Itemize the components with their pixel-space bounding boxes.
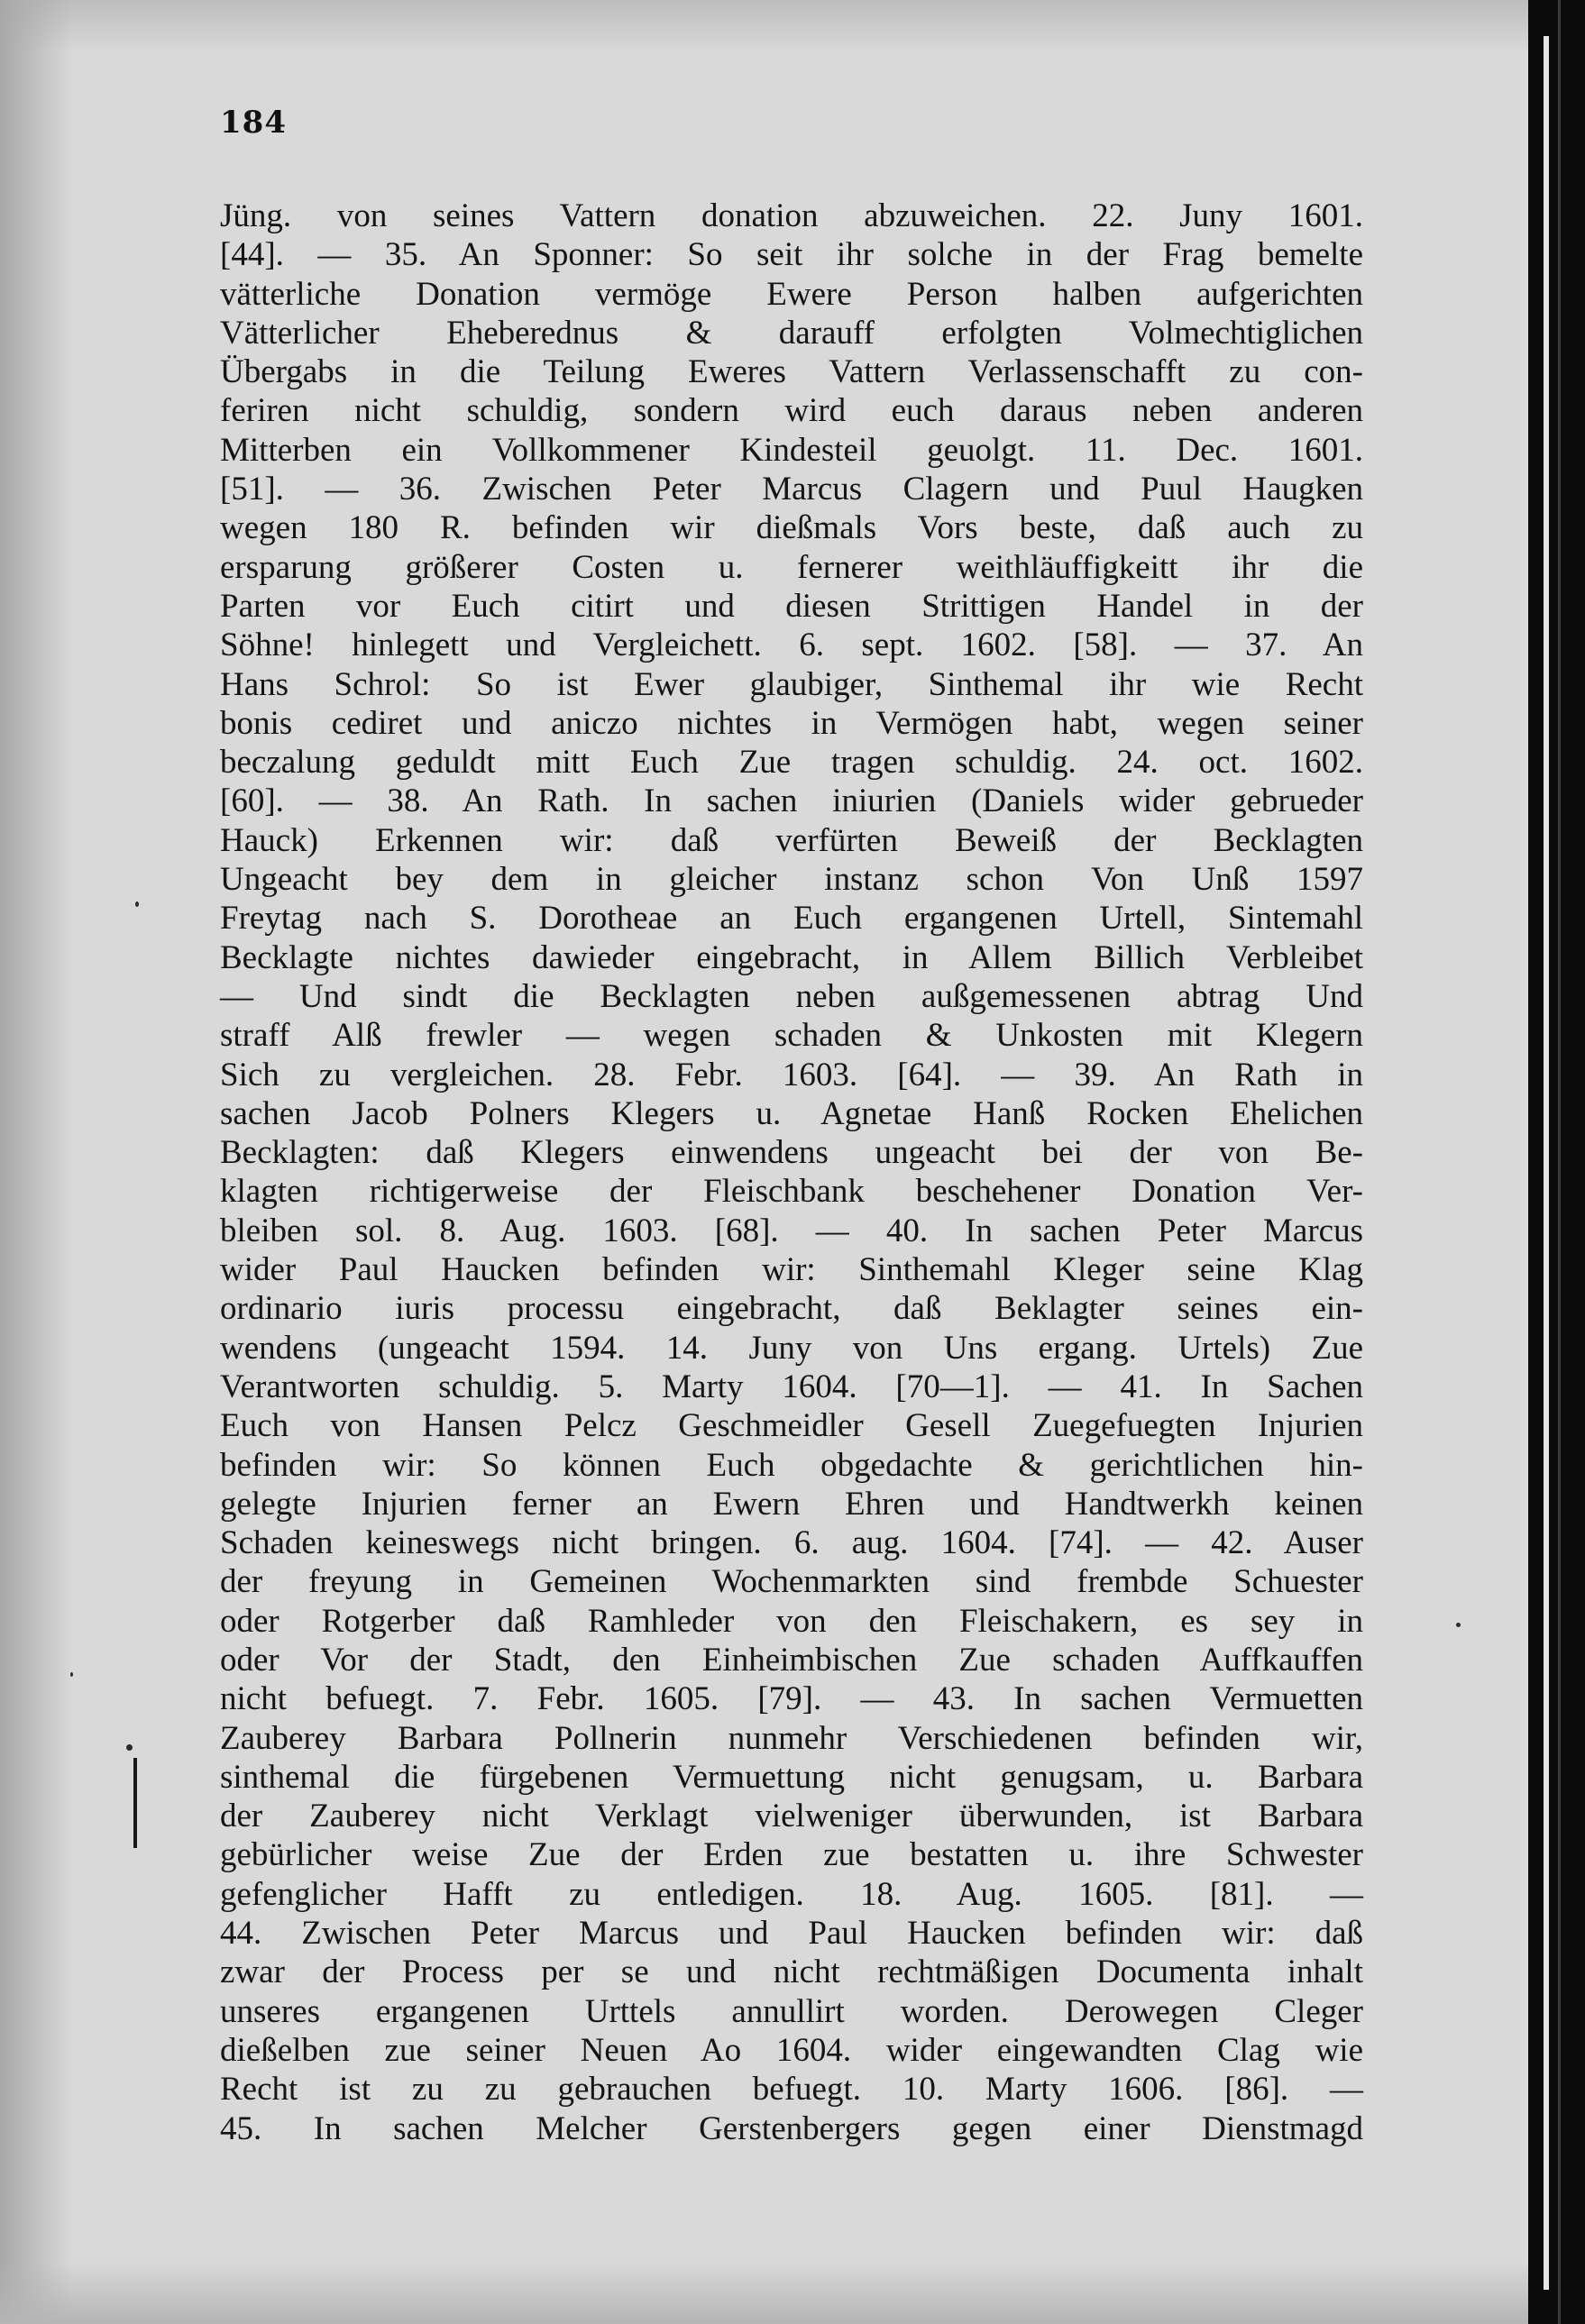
text-line: [44]. — 35. An Sponner: So seit ihr solche in der Frag bemelte: [220, 236, 1363, 274]
text-line: Mitterben ein Vollkommener Kindesteil geuolgt. 11. Dec. 1601.: [220, 431, 1363, 469]
page-number: 184: [220, 105, 287, 141]
speck: [126, 1744, 133, 1751]
text-line: zwar der Process per se und nicht rechtmäßigen Documenta inhalt: [220, 1953, 1363, 1991]
page-shadow-left: [0, 0, 72, 2324]
text-line: Schaden keineswegs nicht bringen. 6. aug. 1604. [74]. — 42. Auser: [220, 1524, 1363, 1562]
text-line: befinden wir: So können Euch obgedachte & gerichtlichen hin-: [220, 1446, 1363, 1484]
text-line: nicht befuegt. 7. Febr. 1605. [79]. — 43. In sachen Vermuetten: [220, 1680, 1363, 1718]
text-line: Becklagte nichtes dawieder eingebracht, in Allem Billich Verbleibet: [220, 938, 1363, 976]
text-line: Zauberey Barbara Pollnerin nunmehr Verschiedenen befinden wir,: [220, 1719, 1363, 1757]
page-shadow-bottom: [0, 2261, 1585, 2324]
text-line: 45. In sachen Melcher Gerstenbergers gegen einer Dienstmagd: [220, 2109, 1363, 2147]
text-line: oder Vor der Stadt, den Einheimbischen Zue schaden Auffkauffen: [220, 1641, 1363, 1679]
text-line: Verantworten schuldig. 5. Marty 1604. [70—1]. — 41. In Sachen: [220, 1368, 1363, 1405]
text-line: unseres ergangenen Urttels annullirt worden. Derowegen Cleger: [220, 1992, 1363, 2030]
text-line: Söhne! hinlegett und Vergleichett. 6. sept. 1602. [58]. — 37. An: [220, 627, 1363, 664]
text-line: der freyung in Gemeinen Wochenmarkten sind frembde Schuester: [220, 1563, 1363, 1601]
text-line: Recht ist zu zu gebrauchen befuegt. 10. Marty 1606. [86]. —: [220, 2071, 1363, 2109]
text-line: sachen Jacob Polners Klegers u. Agnetae Hanß Rocken Ehelichen: [220, 1094, 1363, 1132]
text-line: wider Paul Haucken befinden wir: Sinthemahl Kleger seine Klag: [220, 1251, 1363, 1289]
binding-gutter: [1528, 0, 1585, 2324]
text-line: sinthemal die fürgebenen Vermuettung nicht genugsam, u. Barbara: [220, 1758, 1363, 1796]
text-line: ordinario iuris processu eingebracht, daß Beklagter seines ein-: [220, 1290, 1363, 1328]
text-line: gelegte Injurien ferner an Ewern Ehren und Handtwerkh keinen: [220, 1485, 1363, 1523]
text-line: Ungeacht bey dem in gleicher instanz schon Von Unß 1597: [220, 861, 1363, 899]
text-line: dießelben zue seiner Neuen Ao 1604. wider eingewandten Clag wie: [220, 2031, 1363, 2069]
text-line: bonis cediret und aniczo nichtes in Vermögen habt, wegen seiner: [220, 704, 1363, 742]
text-line: 44. Zwischen Peter Marcus und Paul Haucken befinden wir: daß: [220, 1915, 1363, 1953]
text-line: ersparung größerer Costen u. fernerer weithläuffigkeitt ihr die: [220, 548, 1363, 586]
text-line: Becklagten: daß Klegers einwendens ungeacht bei der von Be-: [220, 1134, 1363, 1172]
text-line: straff Alß frewler — wegen schaden & Unkosten mit Klegern: [220, 1017, 1363, 1055]
binding-edge-light: [1544, 36, 1549, 2290]
text-line: Übergabs in die Teilung Eweres Vattern Verlassenschafft zu con-: [220, 353, 1363, 391]
text-line: gefenglicher Hafft zu entledigen. 18. Aug. 1605. [81]. —: [220, 1875, 1363, 1913]
binding-edge-dark: [1558, 0, 1561, 2324]
text-line: Parten vor Euch citirt und diesen Strittigen Handel in der: [220, 587, 1363, 625]
text-line: Vätterlicher Eheberednus & darauff erfolgten Volmechtiglichen: [220, 314, 1363, 352]
margin-mark: [133, 1758, 137, 1848]
speck: [135, 901, 139, 907]
text-line: vätterliche Donation vermöge Ewere Person halben aufgerichten: [220, 275, 1363, 313]
speck: [70, 1672, 73, 1677]
text-line: klagten richtigerweise der Fleischbank beschehener Donation Ver-: [220, 1173, 1363, 1211]
text-line: Sich zu vergleichen. 28. Febr. 1603. [64]. — 39. An Rath in: [220, 1056, 1363, 1093]
text-line: — Und sindt die Becklagten neben außgemessenen abtrag Und: [220, 977, 1363, 1015]
text-line: [51]. — 36. Zwischen Peter Marcus Clagern und Puul Haugken: [220, 471, 1363, 508]
text-line: oder Rotgerber daß Ramhleder von den Fleischakern, es sey in: [220, 1602, 1363, 1640]
text-line: Freytag nach S. Dorotheae an Euch ergangenen Urtell, Sintemahl: [220, 900, 1363, 938]
text-line: Hauck) Erkennen wir: daß verfürten Beweiß der Becklagten: [220, 821, 1363, 859]
text-line: Euch von Hansen Pelcz Geschmeidler Gesell Zuegefuegten Injurien: [220, 1407, 1363, 1445]
page-shadow-top: [0, 0, 1585, 54]
body-text: [220, 197, 1363, 2148]
text-line: beczalung geduldt mitt Euch Zue tragen schuldig. 24. oct. 1602.: [220, 744, 1363, 782]
text-line: wegen 180 R. befinden wir dießmals Vors beste, daß auch zu: [220, 509, 1363, 547]
text-line: der Zauberey nicht Verklagt vielweniger überwunden, ist Barbara: [220, 1798, 1363, 1835]
text-line: wendens (ungeacht 1594. 14. Juny von Uns ergang. Urtels) Zue: [220, 1329, 1363, 1367]
text-line: Jüng. von seines Vattern donation abzuweichen. 22. Juny 1601.: [220, 197, 1363, 234]
text-line: Hans Schrol: So ist Ewer glaubiger, Sinthemal ihr wie Recht: [220, 665, 1363, 703]
text-line: feriren nicht schuldig, sondern wird euch daraus neben anderen: [220, 392, 1363, 430]
text-line: gebürlicher weise Zue der Erden zue bestatten u. ihre Schwester: [220, 1836, 1363, 1874]
speck: [1456, 1623, 1461, 1627]
text-line: [60]. — 38. An Rath. In sachen iniurien (Daniels wider gebrueder: [220, 782, 1363, 820]
text-line: bleiben sol. 8. Aug. 1603. [68]. — 40. In sachen Peter Marcus: [220, 1212, 1363, 1249]
